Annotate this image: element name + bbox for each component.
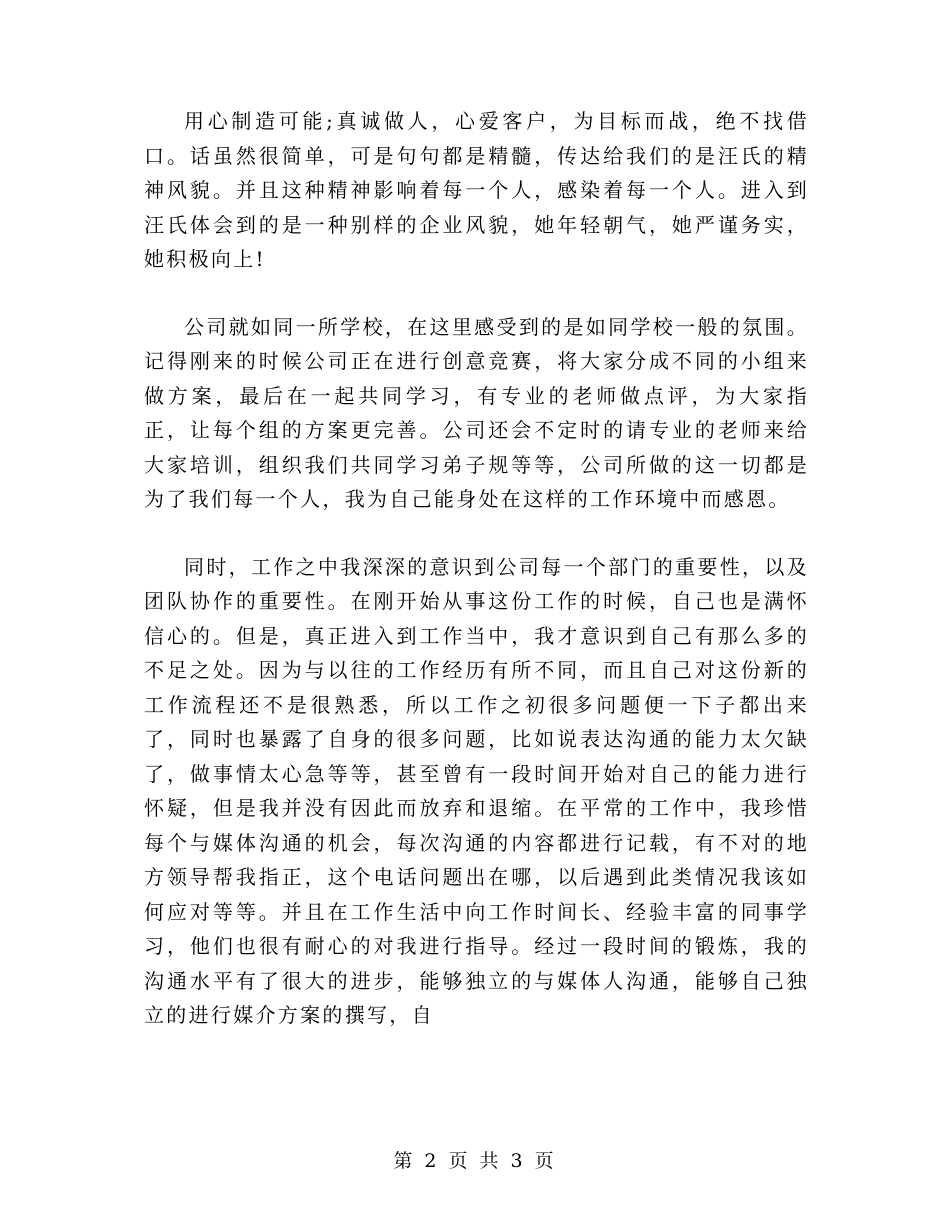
page-body — [144, 104, 809, 1033]
paragraph-1: 用心制造可能;真诚做人，心爱客户，为目标而战，绝不找借口。话虽然很简单，可是句句都是精髓，传达给我们的是汪氏的精神风貌。并且这种精神影响着每一个人，感染着每一个人。进入到汪氏体会到的是一种别样的企业风貌，她年轻朝气，她严谨务实，她积极向上! — [144, 109, 809, 271]
paragraph-3: 同时，工作之中我深深的意识到公司每一个部门的重要性，以及团队协作的重要性。在刚开始从事这份工作的时候，自己也是满怀信心的。但是，真正进入到工作当中，我才意识到自己有那么多的不足之处。因为与以往的工作经历有所不同，而且自己对这份新的工作流程还不是很熟悉，所以工作之初很多问题便一下子都出来了，同时也暴露了自身的很多问题，比如说表达沟通的能力太欠缺了，做事情太心急等等，甚至曾有一段时间开始对自己的能力进行怀疑，但是我并没有因此而放弃和退缩。在平常的工作中，我珍惜每个与媒体沟通的机会，每次沟通的内容都进行记载，有不对的地方领导帮我指正，这个电话问题出在哪，以后遇到此类情况我该如何应对等等。并且在工作生活中向工作时间长、经验丰富的同事学习，他们也很有耐心的对我进行指导。经过一段时间的锻炼，我的沟通水平有了很大的进步，能够独立的与媒体人沟通，能够自己独立的进行媒介方案的撰写，自 — [144, 554, 809, 1027]
paragraph-2: 公司就如同一所学校，在这里感受到的是如同学校一般的氛围。记得刚来的时候公司正在进行创意竞赛，将大家分成不同的小组来做方案，最后在一起共同学习，有专业的老师做点评，为大家指正，让每个组的方案更完善。公司还会不定时的请专业的老师来给大家培训，组织我们共同学习弟子规等等，公司所做的这一切都是为了我们每一个人，我为自己能身处在这样的工作环境中而感恩。 — [144, 314, 809, 511]
page-footer: 第 2 页 共 3 页 — [393, 1150, 557, 1172]
